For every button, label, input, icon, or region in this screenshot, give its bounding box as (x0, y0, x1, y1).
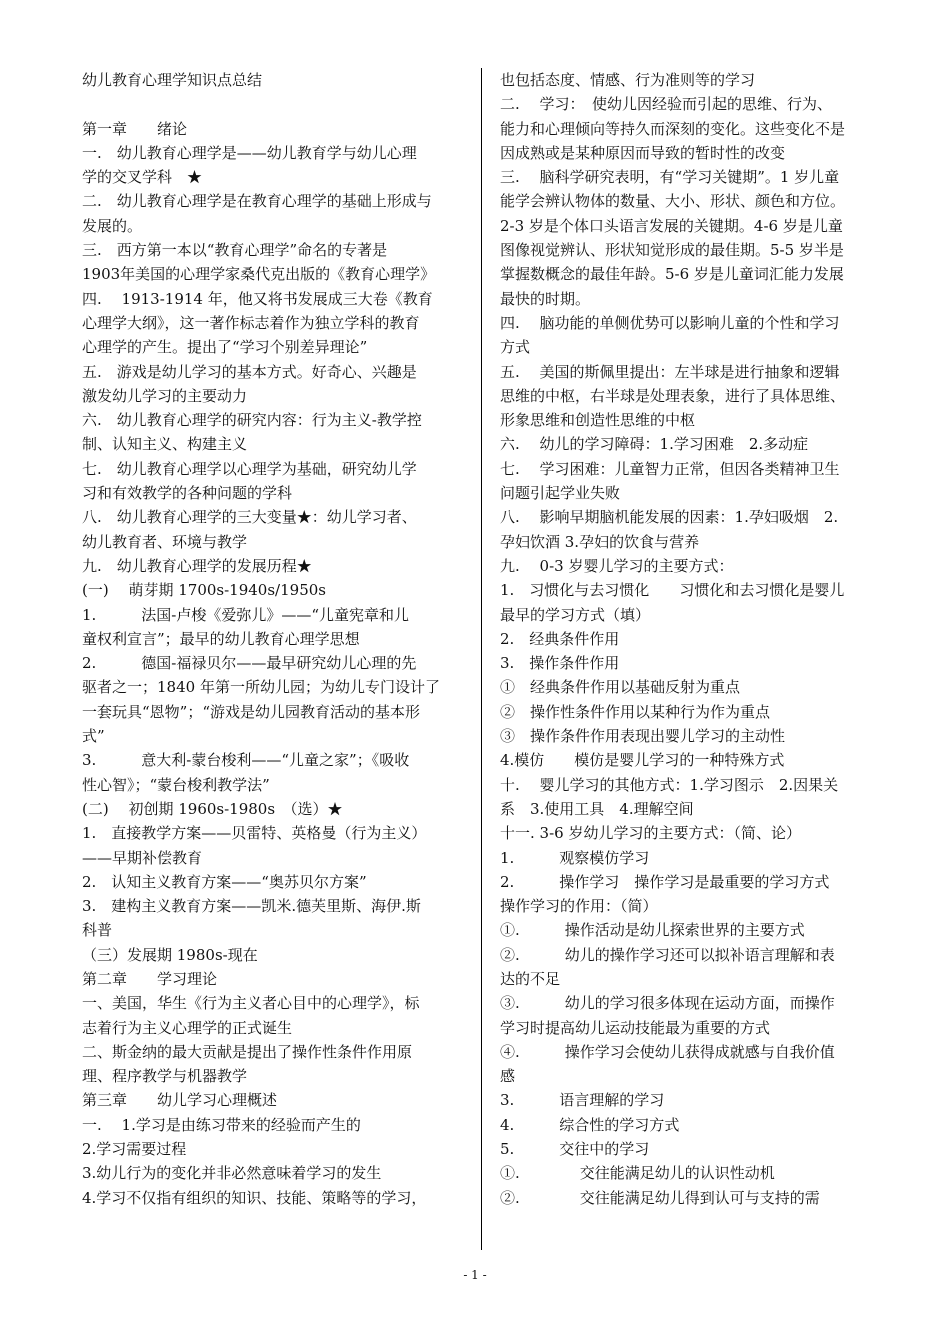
text-line: 4.模仿 模仿是婴儿学习的一种特殊方式 (500, 751, 785, 770)
text-line: 第三章 幼儿学习心理概述 (82, 1091, 278, 1110)
text-line: 一. 1.学习是由练习带来的经验而产生的 (82, 1115, 361, 1134)
text-line: 六. 幼儿的学习障碍：1.学习困难 2.多动症 (500, 435, 809, 454)
text-line: ①. 操作活动是幼儿探索世界的主要方式 (500, 921, 805, 940)
text-line: 最早的学习方式（填） (500, 605, 651, 624)
text-line: 科普 (82, 921, 113, 940)
text-line: 系 3.使用工具 4.理解空间 (500, 799, 694, 818)
text-line: 心理学大纲》，这一著作标志着作为独立学科的教育 (82, 313, 420, 332)
text-line: （三）发展期 1980s-现在 (82, 945, 258, 964)
text-line: 学的交叉学科 ★ (82, 168, 203, 187)
text-line: ——早期补偿教育 (82, 848, 203, 867)
text-line: 方式 (500, 338, 531, 357)
text-line: 三. 脑科学研究表明，有“学习关键期”。1 岁儿童 (500, 168, 840, 187)
text-line: 1. 习惯化与去习惯化 习惯化和去习惯化是婴儿 (500, 581, 845, 600)
text-line: 八. 幼儿教育心理学的三大变量★：幼儿学习者、 (82, 508, 417, 527)
text-line: 七. 幼儿教育心理学以心理学为基础，研究幼儿学 (82, 459, 417, 478)
text-line: 思维的中枢，右半球是处理表象，进行了具体思维、 (500, 386, 846, 405)
text-line: ②. 交往能满足幼儿得到认可与支持的需 (500, 1188, 820, 1207)
text-line: ③ 操作条件作用表现出婴儿学习的主动性 (500, 727, 786, 746)
text-line: ②. 幼儿的操作学习还可以拟补语言理解和表 (500, 945, 835, 964)
text-line: 志着行为主义心理学的正式诞生 (82, 1018, 293, 1037)
text-line: 九. 幼儿教育心理学的发展历程★ (82, 556, 312, 575)
text-line: 2. 操作学习 操作学习是最重要的学习方式 (500, 872, 830, 891)
text-line: (二) 初创期 1960s-1980s （选）★ (82, 799, 343, 818)
text-line: 幼儿教育心理学知识点总结 (82, 71, 263, 89)
text-line: 3. 操作条件作用 (500, 654, 620, 673)
text-line: 十. 婴儿学习的其他方式：1.学习图示 2.因果关 (500, 775, 839, 794)
text-line: 5. 交往中的学习 (500, 1140, 650, 1159)
text-line: 达的不足 (500, 969, 561, 988)
text-line: 1. 直接教学方案——贝雷特、英格曼（行为主义） (82, 824, 427, 843)
text-line: 能学会辨认物体的数量、大小、形状、颜色和方位。 (500, 192, 846, 211)
text-line: 图像视觉辨认、形状知觉形成的最佳期。5-5 岁半是 (500, 241, 844, 260)
text-line: 1903年美国的心理学家桑代克出版的《教育心理学》 (82, 265, 436, 284)
text-line: 3. 意大利-蒙台梭利——“儿童之家”；《吸收 (82, 751, 410, 770)
text-line: ④. 操作学习会使幼儿获得成就感与自我价值 (500, 1042, 835, 1061)
text-line: 形象思维和创造性思维的中枢 (500, 411, 696, 430)
text-line: 3. 语言理解的学习 (500, 1091, 665, 1110)
text-line: ①. 交往能满足幼儿的认识性动机 (500, 1164, 775, 1183)
text-line: 感 (500, 1067, 516, 1086)
text-line: 习和有效教学的各种问题的学科 (82, 484, 293, 503)
text-line: 二. 幼儿教育心理学是在教育心理学的基础上形成与 (82, 192, 432, 211)
text-line: 六. 幼儿教育心理学的研究内容：行为主义-教学控 (82, 411, 422, 430)
text-line: 最快的时期。 (500, 289, 591, 308)
text-line: 第二章 学习理论 (82, 969, 218, 988)
column-divider (481, 68, 482, 1250)
text-line: 学习时提高幼儿运动技能最为重要的方式 (500, 1018, 771, 1037)
text-line: 3. 建构主义教育方案——凯米.德芙里斯、海伊.斯 (82, 897, 421, 916)
text-line: 九. 0-3 岁婴儿学习的主要方式： (500, 556, 734, 575)
text-line: 3.幼儿行为的变化并非必然意味着学习的发生 (82, 1164, 382, 1183)
text-line: 四. 脑功能的单侧优势可以影响儿童的个性和学习 (500, 313, 840, 332)
text-line: 1. 法国-卢梭《爱弥儿》——“儿童宪章和儿 (82, 605, 410, 624)
text-line: ② 操作性条件作用以某种行为作为重点 (500, 702, 771, 721)
text-line: 童权利宣言”；最早的幼儿教育心理学思想 (82, 629, 360, 648)
text-line: 2-3 岁是个体口头语言发展的关键期。4-6 岁是儿童 (500, 216, 843, 235)
text-line: 五. 美国的斯佩里提出：左半球是进行抽象和逻辑 (500, 362, 840, 381)
text-line: 式” (82, 727, 105, 746)
text-line: 一. 幼儿教育心理学是——幼儿教育学与幼儿心理 (82, 143, 417, 162)
left-column (82, 68, 466, 1210)
text-line: 十一. 3-6 岁幼儿学习的主要方式：（简、论） (500, 824, 801, 843)
text-line: 4. 综合性的学习方式 (500, 1115, 680, 1134)
page-number: - 1 - (463, 1268, 487, 1282)
text-line: 驱者之一；1840 年第一所幼儿园；为幼儿专门设计了 (82, 678, 440, 697)
text-line (82, 92, 466, 116)
text-line: 问题引起学业失败 (500, 484, 621, 503)
text-line: ③. 幼儿的学习很多体现在运动方面，而操作 (500, 994, 835, 1013)
text-line: 4.学习不仅指有组织的知识、技能、策略等的学习， (82, 1188, 427, 1207)
text-line: 七. 学习困难：儿童智力正常，但因各类精神卫生 (500, 459, 840, 478)
right-column (500, 68, 884, 1210)
text-line: 三. 西方第一本以“教育心理学”命名的专著是 (82, 241, 388, 260)
text-line: 2. 经典条件作用 (500, 629, 620, 648)
text-line: 发展的。 (82, 216, 143, 235)
text-line: ① 经典条件作用以基础反射为重点 (500, 678, 741, 697)
text-line: 第一章 绪论 (82, 119, 188, 138)
text-line: 八. 影响早期脑机能发展的因素：1.孕妇吸烟 2. (500, 508, 839, 527)
text-line: 孕妇饮酒 3.孕妇的饮食与营养 (500, 532, 700, 551)
text-line: 五. 游戏是幼儿学习的基本方式。好奇心、兴趣是 (82, 362, 417, 381)
text-line: 2. 认知主义教育方案——“奥苏贝尔方案” (82, 872, 367, 891)
text-line: 掌握数概念的最佳年龄。5-6 岁是儿童词汇能力发展 (500, 265, 844, 284)
text-line: 一、美国，华生《行为主义者心目中的心理学》，标 (82, 994, 420, 1013)
text-line: 性心智》；“蒙台梭利教学法” (82, 775, 270, 794)
text-line: 幼儿教育者、环境与教学 (82, 532, 248, 551)
text-line: 也包括态度、情感、行为准则等的学习 (500, 71, 756, 89)
text-line: 1. 观察模仿学习 (500, 848, 650, 867)
text-line: (一) 萌芽期 1700s-1940s/1950s (82, 581, 326, 600)
text-line: 二. 学习： 使幼儿因经验而引起的思维、行为、 (500, 95, 833, 114)
text-line: 四. 1913-1914 年，他又将书发展成三大卷《教育 (82, 289, 433, 308)
text-line: 心理学的产生。提出了“学习个别差异理论” (82, 338, 368, 357)
text-line: 一套玩具“恩物”；“游戏是幼儿园教育活动的基本形 (82, 702, 421, 721)
text-line: 因成熟或是某种原因而导致的暂时性的改变 (500, 143, 786, 162)
text-line: 2. 德国-福禄贝尔——最早研究幼儿心理的先 (82, 654, 417, 673)
text-line: 操作学习的作用：（简） (500, 897, 658, 916)
text-line: 能力和心理倾向等持久而深刻的变化。这些变化不是 (500, 119, 846, 138)
text-line: 理、程序教学与机器教学 (82, 1067, 248, 1086)
text-line: 制、认知主义、构建主义 (82, 435, 248, 454)
text-line: 激发幼儿学习的主要动力 (82, 386, 248, 405)
text-line: 2.学习需要过程 (82, 1140, 187, 1159)
text-line: 二、斯金纳的最大贡献是提出了操作性条件作用原 (82, 1042, 413, 1061)
